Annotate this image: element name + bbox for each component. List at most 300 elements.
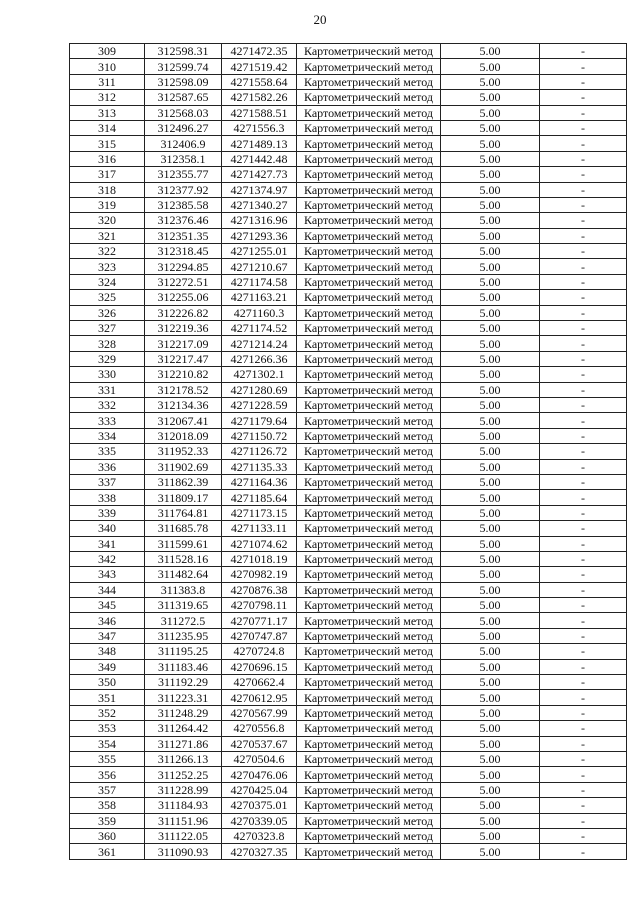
point-number-cell: 359 [70, 813, 145, 828]
accuracy-cell: 5.00 [441, 721, 540, 736]
method-cell: Картометрический метод [297, 521, 441, 536]
extra-cell: - [540, 428, 627, 443]
x-coordinate-cell: 311235.95 [145, 628, 222, 643]
accuracy-cell: 5.00 [441, 767, 540, 782]
extra-cell: - [540, 474, 627, 489]
y-coordinate-cell: 4271316.96 [222, 213, 297, 228]
x-coordinate-cell: 312134.36 [145, 397, 222, 412]
x-coordinate-cell: 311248.29 [145, 705, 222, 720]
point-number-cell: 319 [70, 197, 145, 212]
y-coordinate-cell: 4270982.19 [222, 567, 297, 582]
method-cell: Картометрический метод [297, 305, 441, 320]
table-row [70, 474, 627, 489]
method-cell: Картометрический метод [297, 90, 441, 105]
x-coordinate-cell: 311383.8 [145, 582, 222, 597]
point-number-cell: 352 [70, 705, 145, 720]
accuracy-cell: 5.00 [441, 44, 540, 59]
method-cell: Картометрический метод [297, 705, 441, 720]
table-row [70, 490, 627, 505]
x-coordinate-cell: 311192.29 [145, 675, 222, 690]
method-cell: Картометрический метод [297, 490, 441, 505]
x-coordinate-cell: 312210.82 [145, 367, 222, 382]
table-row [70, 167, 627, 182]
method-cell: Картометрический метод [297, 659, 441, 674]
x-coordinate-cell: 312318.45 [145, 244, 222, 259]
extra-cell: - [540, 751, 627, 766]
accuracy-cell: 5.00 [441, 274, 540, 289]
y-coordinate-cell: 4270327.35 [222, 844, 297, 859]
accuracy-cell: 5.00 [441, 413, 540, 428]
x-coordinate-cell: 312599.74 [145, 59, 222, 74]
x-coordinate-cell: 311685.78 [145, 521, 222, 536]
point-number-cell: 315 [70, 136, 145, 151]
table-row [70, 536, 627, 551]
y-coordinate-cell: 4271228.59 [222, 397, 297, 412]
x-coordinate-cell: 312385.58 [145, 197, 222, 212]
x-coordinate-cell: 312219.36 [145, 321, 222, 336]
x-coordinate-cell: 311151.96 [145, 813, 222, 828]
x-coordinate-cell: 311266.13 [145, 751, 222, 766]
y-coordinate-cell: 4270724.8 [222, 644, 297, 659]
point-number-cell: 311 [70, 74, 145, 89]
y-coordinate-cell: 4271173.15 [222, 505, 297, 520]
accuracy-cell: 5.00 [441, 613, 540, 628]
table-row [70, 90, 627, 105]
extra-cell: - [540, 598, 627, 613]
point-number-cell: 344 [70, 582, 145, 597]
point-number-cell: 316 [70, 151, 145, 166]
accuracy-cell: 5.00 [441, 751, 540, 766]
table-row [70, 244, 627, 259]
accuracy-cell: 5.00 [441, 675, 540, 690]
extra-cell: - [540, 74, 627, 89]
extra-cell: - [540, 136, 627, 151]
method-cell: Картометрический метод [297, 290, 441, 305]
table-row [70, 182, 627, 197]
y-coordinate-cell: 4270339.05 [222, 813, 297, 828]
point-number-cell: 343 [70, 567, 145, 582]
y-coordinate-cell: 4271427.73 [222, 167, 297, 182]
extra-cell: - [540, 798, 627, 813]
accuracy-cell: 5.00 [441, 474, 540, 489]
accuracy-cell: 5.00 [441, 459, 540, 474]
method-cell: Картометрический метод [297, 844, 441, 859]
accuracy-cell: 5.00 [441, 736, 540, 751]
y-coordinate-cell: 4271340.27 [222, 197, 297, 212]
method-cell: Картометрический метод [297, 551, 441, 566]
extra-cell: - [540, 397, 627, 412]
accuracy-cell: 5.00 [441, 105, 540, 120]
point-number-cell: 361 [70, 844, 145, 859]
point-number-cell: 348 [70, 644, 145, 659]
method-cell: Картометрический метод [297, 197, 441, 212]
extra-cell: - [540, 213, 627, 228]
method-cell: Картометрический метод [297, 721, 441, 736]
accuracy-cell: 5.00 [441, 598, 540, 613]
extra-cell: - [540, 228, 627, 243]
y-coordinate-cell: 4271519.42 [222, 59, 297, 74]
y-coordinate-cell: 4271210.67 [222, 259, 297, 274]
point-number-cell: 354 [70, 736, 145, 751]
method-cell: Картометрический метод [297, 428, 441, 443]
y-coordinate-cell: 4271160.3 [222, 305, 297, 320]
extra-cell: - [540, 244, 627, 259]
x-coordinate-cell: 311195.25 [145, 644, 222, 659]
accuracy-cell: 5.00 [441, 628, 540, 643]
table-row [70, 551, 627, 566]
point-number-cell: 324 [70, 274, 145, 289]
x-coordinate-cell: 312358.1 [145, 151, 222, 166]
accuracy-cell: 5.00 [441, 244, 540, 259]
accuracy-cell: 5.00 [441, 813, 540, 828]
y-coordinate-cell: 4271018.19 [222, 551, 297, 566]
table-row [70, 136, 627, 151]
y-coordinate-cell: 4271558.64 [222, 74, 297, 89]
point-number-cell: 351 [70, 690, 145, 705]
x-coordinate-cell: 311528.16 [145, 551, 222, 566]
table-row [70, 197, 627, 212]
point-number-cell: 338 [70, 490, 145, 505]
point-number-cell: 346 [70, 613, 145, 628]
extra-cell: - [540, 567, 627, 582]
accuracy-cell: 5.00 [441, 505, 540, 520]
x-coordinate-cell: 311271.86 [145, 736, 222, 751]
x-coordinate-cell: 311764.81 [145, 505, 222, 520]
method-cell: Картометрический метод [297, 628, 441, 643]
point-number-cell: 349 [70, 659, 145, 674]
point-number-cell: 328 [70, 336, 145, 351]
y-coordinate-cell: 4270476.06 [222, 767, 297, 782]
accuracy-cell: 5.00 [441, 228, 540, 243]
table-row [70, 659, 627, 674]
extra-cell: - [540, 813, 627, 828]
method-cell: Картометрический метод [297, 690, 441, 705]
y-coordinate-cell: 4271442.48 [222, 151, 297, 166]
y-coordinate-cell: 4271133.11 [222, 521, 297, 536]
accuracy-cell: 5.00 [441, 120, 540, 135]
method-cell: Картометрический метод [297, 351, 441, 366]
x-coordinate-cell: 312178.52 [145, 382, 222, 397]
accuracy-cell: 5.00 [441, 782, 540, 797]
extra-cell: - [540, 274, 627, 289]
table-row [70, 736, 627, 751]
extra-cell: - [540, 767, 627, 782]
x-coordinate-cell: 312226.82 [145, 305, 222, 320]
point-number-cell: 335 [70, 444, 145, 459]
point-number-cell: 330 [70, 367, 145, 382]
extra-cell: - [540, 305, 627, 320]
method-cell: Картометрический метод [297, 751, 441, 766]
table-row [70, 582, 627, 597]
method-cell: Картометрический метод [297, 321, 441, 336]
accuracy-cell: 5.00 [441, 536, 540, 551]
x-coordinate-cell: 312294.85 [145, 259, 222, 274]
y-coordinate-cell: 4270504.6 [222, 751, 297, 766]
table-row [70, 690, 627, 705]
accuracy-cell: 5.00 [441, 59, 540, 74]
method-cell: Картометрический метод [297, 413, 441, 428]
accuracy-cell: 5.00 [441, 444, 540, 459]
method-cell: Картометрический метод [297, 74, 441, 89]
y-coordinate-cell: 4271255.01 [222, 244, 297, 259]
extra-cell: - [540, 444, 627, 459]
point-number-cell: 340 [70, 521, 145, 536]
method-cell: Картометрический метод [297, 567, 441, 582]
table-row [70, 321, 627, 336]
point-number-cell: 357 [70, 782, 145, 797]
y-coordinate-cell: 4270771.17 [222, 613, 297, 628]
extra-cell: - [540, 105, 627, 120]
accuracy-cell: 5.00 [441, 213, 540, 228]
accuracy-cell: 5.00 [441, 382, 540, 397]
method-cell: Картометрический метод [297, 397, 441, 412]
method-cell: Картометрический метод [297, 798, 441, 813]
table-row [70, 844, 627, 859]
method-cell: Картометрический метод [297, 813, 441, 828]
y-coordinate-cell: 4271266.36 [222, 351, 297, 366]
extra-cell: - [540, 705, 627, 720]
method-cell: Картометрический метод [297, 598, 441, 613]
x-coordinate-cell: 312598.31 [145, 44, 222, 59]
extra-cell: - [540, 505, 627, 520]
method-cell: Картометрический метод [297, 182, 441, 197]
extra-cell: - [540, 413, 627, 428]
point-number-cell: 312 [70, 90, 145, 105]
method-cell: Картометрический метод [297, 336, 441, 351]
table-row [70, 751, 627, 766]
table-row [70, 444, 627, 459]
accuracy-cell: 5.00 [441, 798, 540, 813]
y-coordinate-cell: 4271489.13 [222, 136, 297, 151]
y-coordinate-cell: 4270798.11 [222, 598, 297, 613]
method-cell: Картометрический метод [297, 459, 441, 474]
x-coordinate-cell: 312587.65 [145, 90, 222, 105]
point-number-cell: 321 [70, 228, 145, 243]
x-coordinate-cell: 311223.31 [145, 690, 222, 705]
accuracy-cell: 5.00 [441, 428, 540, 443]
accuracy-cell: 5.00 [441, 659, 540, 674]
y-coordinate-cell: 4271179.64 [222, 413, 297, 428]
extra-cell: - [540, 690, 627, 705]
method-cell: Картометрический метод [297, 120, 441, 135]
point-number-cell: 320 [70, 213, 145, 228]
y-coordinate-cell: 4271472.35 [222, 44, 297, 59]
accuracy-cell: 5.00 [441, 90, 540, 105]
x-coordinate-cell: 311252.25 [145, 767, 222, 782]
point-number-cell: 317 [70, 167, 145, 182]
y-coordinate-cell: 4271164.36 [222, 474, 297, 489]
extra-cell: - [540, 459, 627, 474]
table-row [70, 628, 627, 643]
y-coordinate-cell: 4271174.58 [222, 274, 297, 289]
coordinates-table-body [70, 44, 627, 860]
point-number-cell: 345 [70, 598, 145, 613]
x-coordinate-cell: 312217.09 [145, 336, 222, 351]
method-cell: Картометрический метод [297, 44, 441, 59]
x-coordinate-cell: 312351.35 [145, 228, 222, 243]
x-coordinate-cell: 311319.65 [145, 598, 222, 613]
point-number-cell: 327 [70, 321, 145, 336]
extra-cell: - [540, 613, 627, 628]
table-row [70, 336, 627, 351]
accuracy-cell: 5.00 [441, 367, 540, 382]
y-coordinate-cell: 4271074.62 [222, 536, 297, 551]
x-coordinate-cell: 312018.09 [145, 428, 222, 443]
point-number-cell: 325 [70, 290, 145, 305]
y-coordinate-cell: 4271126.72 [222, 444, 297, 459]
table-row [70, 213, 627, 228]
x-coordinate-cell: 311272.5 [145, 613, 222, 628]
y-coordinate-cell: 4270556.8 [222, 721, 297, 736]
extra-cell: - [540, 336, 627, 351]
x-coordinate-cell: 312496.27 [145, 120, 222, 135]
x-coordinate-cell: 311809.17 [145, 490, 222, 505]
extra-cell: - [540, 120, 627, 135]
method-cell: Картометрический метод [297, 767, 441, 782]
x-coordinate-cell: 311482.64 [145, 567, 222, 582]
accuracy-cell: 5.00 [441, 490, 540, 505]
extra-cell: - [540, 351, 627, 366]
method-cell: Картометрический метод [297, 582, 441, 597]
table-row [70, 505, 627, 520]
x-coordinate-cell: 312376.46 [145, 213, 222, 228]
y-coordinate-cell: 4270747.87 [222, 628, 297, 643]
point-number-cell: 318 [70, 182, 145, 197]
extra-cell: - [540, 582, 627, 597]
extra-cell: - [540, 521, 627, 536]
table-row [70, 259, 627, 274]
accuracy-cell: 5.00 [441, 351, 540, 366]
x-coordinate-cell: 311264.42 [145, 721, 222, 736]
y-coordinate-cell: 4271582.26 [222, 90, 297, 105]
table-row [70, 644, 627, 659]
method-cell: Картометрический метод [297, 444, 441, 459]
y-coordinate-cell: 4271280.69 [222, 382, 297, 397]
extra-cell: - [540, 628, 627, 643]
table-row [70, 675, 627, 690]
point-number-cell: 347 [70, 628, 145, 643]
table-row [70, 521, 627, 536]
x-coordinate-cell: 311228.99 [145, 782, 222, 797]
y-coordinate-cell: 4271135.33 [222, 459, 297, 474]
y-coordinate-cell: 4271174.52 [222, 321, 297, 336]
point-number-cell: 337 [70, 474, 145, 489]
x-coordinate-cell: 311090.93 [145, 844, 222, 859]
x-coordinate-cell: 312568.03 [145, 105, 222, 120]
y-coordinate-cell: 4271163.21 [222, 290, 297, 305]
point-number-cell: 309 [70, 44, 145, 59]
table-row [70, 598, 627, 613]
table-row [70, 397, 627, 412]
extra-cell: - [540, 721, 627, 736]
method-cell: Картометрический метод [297, 167, 441, 182]
table-row [70, 382, 627, 397]
extra-cell: - [540, 151, 627, 166]
x-coordinate-cell: 312598.09 [145, 74, 222, 89]
extra-cell: - [540, 382, 627, 397]
x-coordinate-cell: 311184.93 [145, 798, 222, 813]
method-cell: Картометрический метод [297, 474, 441, 489]
table-row [70, 351, 627, 366]
point-number-cell: 326 [70, 305, 145, 320]
method-cell: Картометрический метод [297, 382, 441, 397]
point-number-cell: 331 [70, 382, 145, 397]
table-row [70, 721, 627, 736]
method-cell: Картометрический метод [297, 736, 441, 751]
extra-cell: - [540, 828, 627, 843]
table-row [70, 367, 627, 382]
table-row [70, 782, 627, 797]
table-row [70, 798, 627, 813]
table-row [70, 613, 627, 628]
table-row [70, 413, 627, 428]
point-number-cell: 350 [70, 675, 145, 690]
point-number-cell: 358 [70, 798, 145, 813]
accuracy-cell: 5.00 [441, 136, 540, 151]
method-cell: Картометрический метод [297, 675, 441, 690]
point-number-cell: 342 [70, 551, 145, 566]
x-coordinate-cell: 312355.77 [145, 167, 222, 182]
table-row [70, 428, 627, 443]
method-cell: Картометрический метод [297, 613, 441, 628]
accuracy-cell: 5.00 [441, 321, 540, 336]
y-coordinate-cell: 4271214.24 [222, 336, 297, 351]
y-coordinate-cell: 4270537.67 [222, 736, 297, 751]
point-number-cell: 314 [70, 120, 145, 135]
x-coordinate-cell: 312272.51 [145, 274, 222, 289]
accuracy-cell: 5.00 [441, 197, 540, 212]
extra-cell: - [540, 259, 627, 274]
y-coordinate-cell: 4270323.8 [222, 828, 297, 843]
table-row [70, 767, 627, 782]
point-number-cell: 355 [70, 751, 145, 766]
method-cell: Картометрический метод [297, 644, 441, 659]
extra-cell: - [540, 490, 627, 505]
x-coordinate-cell: 311122.05 [145, 828, 222, 843]
accuracy-cell: 5.00 [441, 305, 540, 320]
extra-cell: - [540, 551, 627, 566]
accuracy-cell: 5.00 [441, 644, 540, 659]
x-coordinate-cell: 312406.9 [145, 136, 222, 151]
extra-cell: - [540, 197, 627, 212]
method-cell: Картометрический метод [297, 244, 441, 259]
accuracy-cell: 5.00 [441, 151, 540, 166]
x-coordinate-cell: 311862.39 [145, 474, 222, 489]
table-row [70, 305, 627, 320]
point-number-cell: 322 [70, 244, 145, 259]
method-cell: Картометрический метод [297, 151, 441, 166]
table-row [70, 567, 627, 582]
table-row [70, 105, 627, 120]
point-number-cell: 334 [70, 428, 145, 443]
x-coordinate-cell: 311952.33 [145, 444, 222, 459]
accuracy-cell: 5.00 [441, 521, 540, 536]
extra-cell: - [540, 290, 627, 305]
y-coordinate-cell: 4271374.97 [222, 182, 297, 197]
point-number-cell: 313 [70, 105, 145, 120]
accuracy-cell: 5.00 [441, 567, 540, 582]
accuracy-cell: 5.00 [441, 167, 540, 182]
y-coordinate-cell: 4270375.01 [222, 798, 297, 813]
extra-cell: - [540, 44, 627, 59]
point-number-cell: 329 [70, 351, 145, 366]
table-row [70, 59, 627, 74]
method-cell: Картометрический метод [297, 536, 441, 551]
y-coordinate-cell: 4270425.04 [222, 782, 297, 797]
method-cell: Картометрический метод [297, 228, 441, 243]
y-coordinate-cell: 4271185.64 [222, 490, 297, 505]
accuracy-cell: 5.00 [441, 182, 540, 197]
